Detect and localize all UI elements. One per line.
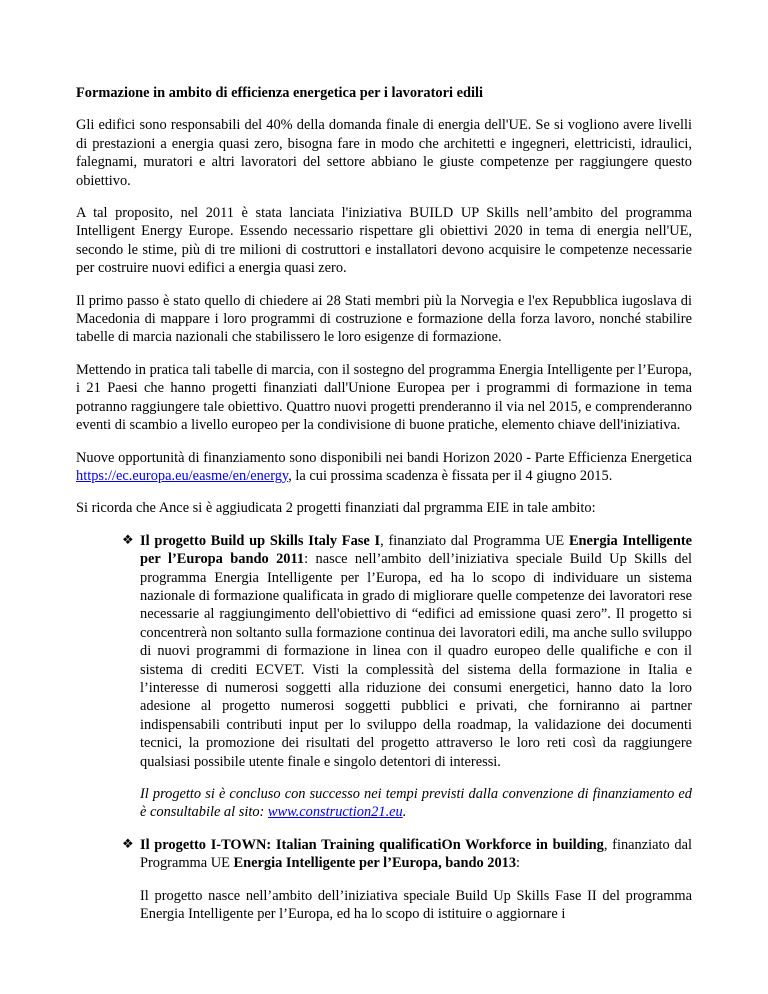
construction21-link[interactable]: www.construction21.eu (267, 804, 403, 821)
project2-program: Energia Intelligente per l’Europa, bando 2013 (233, 855, 517, 872)
project1-body: : nasce nell’ambito dell’iniziativa speciale Build Up Skills del programma Energia Intelligente per l’Europa, ed ha lo scopo di individuare un sistema nazionale di formazione qualificata in grado di migliorare quelle competenze dei lavoratori rese necessarie al raggiungimento dell'obiettivo di “edifici ad emissione quasi zero”. Il progetto si concentrerà non soltanto sulla formazione continua dei lavoratori edili, ma anche sullo sviluppo di nuovi programmi di formazione in linea con il quadro europeo delle qualifiche e con il sistema di crediti ECVET. Visti la complessità del sistema della formazione in Italia e l’interesse di numerosi soggetti alla riduzione dei consumi energetici, hanno dato la loro adesione al progetto numerosi soggetti pubblici e privati, che forniranno ai partner indispensabili contributi input per lo sviluppo della roadmap, la validazione dei documenti tecnici, la promozione dei risultati del progetto attraverso le loro reti così da raggiungere qualsiasi possibile utente finale e singolo detentori di interessi. (140, 551, 692, 770)
project1-description (140, 532, 692, 771)
project1-note (140, 785, 692, 822)
project2-mid: , finanziato dal Programma UE (140, 836, 692, 872)
paragraph-funding (76, 449, 692, 486)
paragraph-first-step: Il primo passo è stato quello di chiedere ai 28 Stati membri più la Norvegia e l'ex Repubblica iugoslava di Macedonia di mappare i loro programmi di costruzione e formazione della forza lavoro, nonché stabilire tabelle di marcia nazionali che stabilissero le loro esigenze di formazione. (76, 292, 692, 346)
paragraph-build-up-skills: A tal proposito, nel 2011 è stata lanciata l'iniziativa BUILD UP Skills nell’ambito del programma Intelligent Energy Europe. Essendo necessario rispettare gli obiettivi 2020 in tema di energia nell'UE, secondo le stime, più di tre milioni di costruttori e installatori devono acquisire le competenze necessarie per costruire nuovi edifici a energia quasi zero. (76, 205, 692, 277)
project1-note-text: Il progetto si è concluso con successo nei tempi previsti dalla convenzione di finanziamento ed è consultabile al sito: (140, 786, 692, 821)
easme-energy-link[interactable]: https://ec.europa.eu/easme/en/energy (76, 467, 289, 484)
document-title: Formazione in ambito di efficienza energetica per i lavoratori edili (76, 85, 483, 101)
project2-heading (140, 836, 692, 873)
project1-name: Il progetto Build up Skills Italy Fase I (140, 532, 381, 549)
project2-name: Il progetto I-TOWN: Italian Training qualificatiOn Workforce in building (140, 836, 604, 853)
diamond-bullet-icon: ❖ (122, 532, 134, 548)
funding-text: Nuove opportunità di finanziamento sono disponibili nei bandi Horizon 2020 - Parte Efficienza Energetica (76, 449, 692, 466)
paragraph-buildings: Gli edifici sono responsabili del 40% della domanda finale di energia dell'UE. Se si vogliono avere livelli di prestazioni a energia quasi zero, bisogna fare in modo che architetti e ingegneri, elettricisti, idraulici, falegnami, muratori e altri lavoratori del settore abbiano le giuste competenze per raggiungere questo obiettivo. (76, 117, 692, 189)
diamond-bullet-icon: ❖ (122, 836, 134, 852)
projects-list (76, 532, 692, 924)
project1-note-end: . (402, 804, 407, 821)
project2-body: Il progetto nasce nell’ambito dell’iniziativa speciale Build Up Skills Fase II del programma Energia Intelligente per l’Europa, ed ha lo scopo di istituire o aggiornare i (140, 887, 692, 923)
paragraph-projects-intro: Si ricorda che Ance si è aggiudicata 2 progetti finanziati dal prgramma EIE in tale ambito: (76, 500, 596, 517)
project1-program: Energia Intelligente per l’Europa bando 2011 (140, 532, 692, 568)
paragraph-roadmaps: Mettendo in pratica tali tabelle di marcia, con il sostegno del programma Energia Intelligente per l’Europa, i 21 Paesi che hanno progetti finanziati dall'Unione Europea per i programmi di formazione in tema potranno raggiungere tale obiettivo. Quattro nuovi progetti prenderanno il via nel 2015, e comprenderanno eventi di scambio a livello europeo per la condivisione di buone pratiche, elemento chiave dell'iniziativa. (76, 361, 692, 434)
project-item-build-up-skills (76, 532, 692, 822)
project1-mid: , finanziato dal Programma UE (380, 532, 569, 549)
funding-deadline-text: , la cui prossima scadenza è fissata per il 4 giugno 2015. (288, 467, 613, 484)
project-item-i-town (76, 836, 692, 924)
project2-end: : (516, 855, 521, 872)
